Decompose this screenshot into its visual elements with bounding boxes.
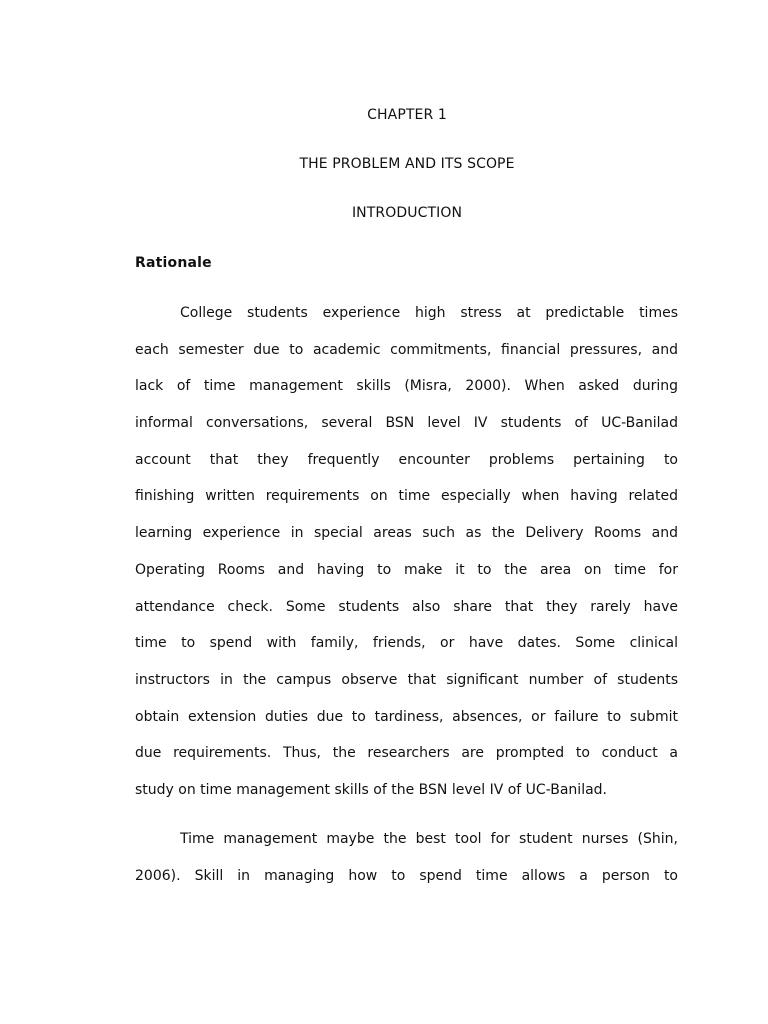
chapter-title: THE PROBLEM AND ITS SCOPE [299, 156, 515, 172]
chapter-heading: CHAPTER 1 [367, 107, 447, 123]
subsection-heading: Rationale [135, 255, 212, 271]
section-heading: INTRODUCTION [351, 205, 463, 221]
paragraph-line: due requirements. Thus, the researchers are prompted to conduct a [135, 745, 678, 762]
paragraph-line: each semester due to academic commitments, financial pressures, and [135, 341, 678, 358]
paragraph-rationale-2 [135, 829, 678, 902]
paragraph-rationale-1 [135, 303, 678, 817]
paragraph-line: Time management maybe the best tool for student nurses (Shin, [180, 831, 678, 847]
paragraph-line: College students experience high stress at predictable times [180, 305, 678, 321]
paragraph-line: 2006). Skill in managing how to spend time allows a person to [135, 867, 678, 884]
paragraph-line: time to spend with family, friends, or have dates. Some clinical [135, 635, 678, 652]
paragraph-line: obtain extension duties due to tardiness, absences, or failure to submit [135, 708, 678, 725]
paragraph-line: informal conversations, several BSN level IV students of UC-Banilad [135, 415, 678, 432]
paragraph-line: finishing written requirements on time especially when having related [135, 488, 678, 505]
paragraph-line: account that they frequently encounter problems pertaining to [135, 451, 678, 468]
paragraph-line: instructors in the campus observe that significant number of students [135, 671, 678, 688]
paragraph-line: study on time management skills of the BSN level IV of UC-Banilad. [135, 781, 608, 798]
paragraph-line: Operating Rooms and having to make it to the area on time for [135, 561, 678, 578]
paragraph-line: learning experience in special areas such as the Delivery Rooms and [135, 525, 678, 542]
paragraph-line: attendance check. Some students also share that they rarely have [135, 598, 678, 615]
paragraph-line: lack of time management skills (Misra, 2000). When asked during [135, 378, 678, 395]
